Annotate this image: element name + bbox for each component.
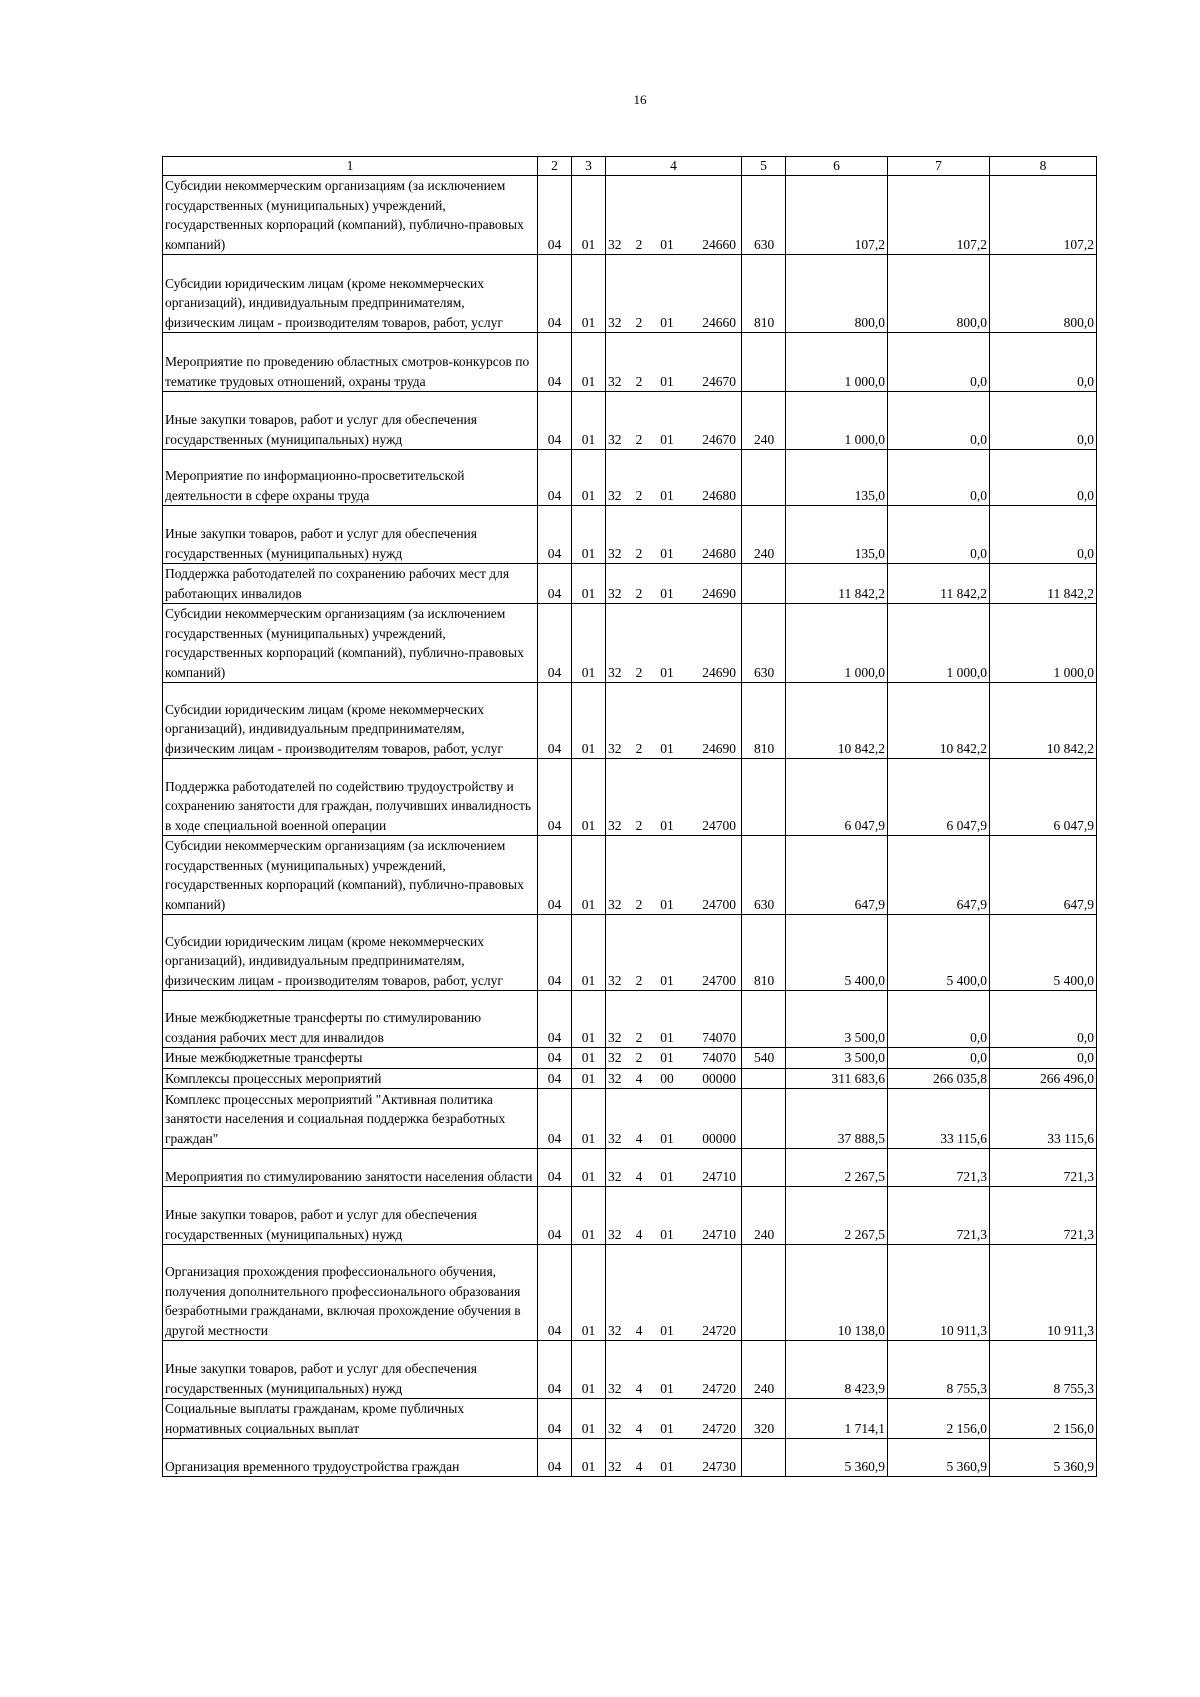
page-number: 16 bbox=[633, 92, 647, 107]
amount-col-7: 5 360,9 bbox=[888, 1439, 990, 1477]
amount-col-6: 107,2 bbox=[786, 176, 888, 255]
amount-col-7: 1 000,0 bbox=[888, 604, 990, 683]
table-row bbox=[163, 1068, 1097, 1089]
section-code: 01 bbox=[572, 683, 606, 759]
amount-col-6: 1 000,0 bbox=[786, 392, 888, 450]
amount-col-6: 8 423,9 bbox=[786, 1341, 888, 1399]
expense-type-code bbox=[742, 1439, 786, 1477]
amount-col-6: 135,0 bbox=[786, 450, 888, 506]
amount-col-7: 10 842,2 bbox=[888, 683, 990, 759]
expense-type-code bbox=[742, 1245, 786, 1341]
amount-col-7: 266 035,8 bbox=[888, 1068, 990, 1089]
expense-type-code: 240 bbox=[742, 506, 786, 564]
target-article-code bbox=[606, 1068, 742, 1089]
amount-col-6: 311 683,6 bbox=[786, 1068, 888, 1089]
row-name: Мероприятие по информационно-просветительской деятельности в сфере охраны труда bbox=[163, 450, 538, 506]
target-article-code bbox=[606, 1048, 742, 1069]
target-article-code bbox=[606, 683, 742, 759]
amount-col-8: 0,0 bbox=[990, 991, 1097, 1048]
row-name: Иные закупки товаров, работ и услуг для обеспечения государственных (муниципальных) нужд bbox=[163, 506, 538, 564]
section-code: 01 bbox=[572, 991, 606, 1048]
subprogram-code: 2 bbox=[635, 236, 643, 252]
section-code: 01 bbox=[572, 333, 606, 392]
subprogram-code: 4 bbox=[635, 1380, 643, 1396]
event-code: 01 bbox=[660, 1380, 674, 1396]
amount-col-7: 5 400,0 bbox=[888, 915, 990, 991]
amount-col-7: 0,0 bbox=[888, 450, 990, 506]
direction-code: 74070 bbox=[702, 1029, 736, 1045]
amount-col-7: 800,0 bbox=[888, 255, 990, 333]
table-row bbox=[163, 1048, 1097, 1069]
target-article-code bbox=[606, 1089, 742, 1149]
amount-col-7: 0,0 bbox=[888, 991, 990, 1048]
program-code: 32 bbox=[608, 1050, 622, 1065]
target-article-code bbox=[606, 1399, 742, 1439]
section-code: 01 bbox=[572, 1341, 606, 1399]
column-header: 4 bbox=[606, 157, 742, 176]
target-article-code bbox=[606, 506, 742, 564]
event-code: 01 bbox=[660, 431, 674, 447]
chapter-code: 04 bbox=[538, 836, 572, 915]
subprogram-code: 2 bbox=[635, 431, 643, 447]
program-code: 32 bbox=[608, 664, 622, 680]
table-row bbox=[163, 450, 1097, 506]
section-code: 01 bbox=[572, 176, 606, 255]
table-row bbox=[163, 1439, 1097, 1477]
table-row bbox=[163, 1149, 1097, 1187]
chapter-code: 04 bbox=[538, 1399, 572, 1439]
section-code: 01 bbox=[572, 1068, 606, 1089]
event-code: 01 bbox=[660, 740, 674, 756]
direction-code: 24690 bbox=[702, 740, 736, 756]
target-article-code bbox=[606, 176, 742, 255]
amount-col-8: 0,0 bbox=[990, 333, 1097, 392]
expense-type-code bbox=[742, 333, 786, 392]
direction-code: 24700 bbox=[702, 817, 736, 833]
chapter-code: 04 bbox=[538, 564, 572, 604]
section-code: 01 bbox=[572, 1245, 606, 1341]
chapter-code: 04 bbox=[538, 1341, 572, 1399]
program-code: 32 bbox=[608, 896, 622, 912]
direction-code: 24710 bbox=[702, 1168, 736, 1184]
row-name: Иные межбюджетные трансферты по стимулированию создания рабочих мест для инвалидов bbox=[163, 991, 538, 1048]
row-name: Субсидии некоммерческим организациям (за исключением государственных (муниципальных) учреждений, государственных корпораций (компаний), публично-правовых компаний) bbox=[163, 176, 538, 255]
amount-col-8: 721,3 bbox=[990, 1187, 1097, 1245]
amount-col-7: 721,3 bbox=[888, 1187, 990, 1245]
chapter-code: 04 bbox=[538, 604, 572, 683]
direction-code: 24690 bbox=[702, 585, 736, 601]
amount-col-8: 0,0 bbox=[990, 450, 1097, 506]
amount-col-8: 33 115,6 bbox=[990, 1089, 1097, 1149]
subprogram-code: 4 bbox=[635, 1168, 643, 1184]
table-row bbox=[163, 1187, 1097, 1245]
row-name: Субсидии некоммерческим организациям (за исключением государственных (муниципальных) учреждений, государственных корпораций (компаний), публично-правовых компаний) bbox=[163, 836, 538, 915]
column-header: 2 bbox=[538, 157, 572, 176]
chapter-code: 04 bbox=[538, 176, 572, 255]
row-name: Иные межбюджетные трансферты bbox=[163, 1048, 538, 1069]
subprogram-code: 4 bbox=[635, 1420, 643, 1436]
column-header: 1 bbox=[163, 157, 538, 176]
section-code: 01 bbox=[572, 604, 606, 683]
amount-col-6: 2 267,5 bbox=[786, 1187, 888, 1245]
section-code: 01 bbox=[572, 450, 606, 506]
amount-col-8: 647,9 bbox=[990, 836, 1097, 915]
table-row bbox=[163, 1399, 1097, 1439]
event-code: 01 bbox=[660, 1322, 674, 1338]
expense-type-code: 320 bbox=[742, 1399, 786, 1439]
amount-col-6: 5 360,9 bbox=[786, 1439, 888, 1477]
amount-col-6: 10 842,2 bbox=[786, 683, 888, 759]
subprogram-code: 2 bbox=[635, 740, 643, 756]
event-code: 01 bbox=[660, 236, 674, 252]
event-code: 01 bbox=[660, 1458, 674, 1474]
direction-code: 24690 bbox=[702, 664, 736, 680]
amount-col-8: 0,0 bbox=[990, 506, 1097, 564]
budget-table bbox=[162, 156, 1097, 1477]
amount-col-6: 11 842,2 bbox=[786, 564, 888, 604]
table-row bbox=[163, 836, 1097, 915]
amount-col-6: 37 888,5 bbox=[786, 1089, 888, 1149]
section-code: 01 bbox=[572, 255, 606, 333]
amount-col-7: 721,3 bbox=[888, 1149, 990, 1187]
amount-col-8: 107,2 bbox=[990, 176, 1097, 255]
section-code: 01 bbox=[572, 1439, 606, 1477]
table-row bbox=[163, 1341, 1097, 1399]
chapter-code: 04 bbox=[538, 392, 572, 450]
row-name: Субсидии некоммерческим организациям (за исключением государственных (муниципальных) учреждений, государственных корпораций (компаний), публично-правовых компаний) bbox=[163, 604, 538, 683]
table-row bbox=[163, 176, 1097, 255]
chapter-code: 04 bbox=[538, 1245, 572, 1341]
amount-col-8: 5 360,9 bbox=[990, 1439, 1097, 1477]
row-name: Организация прохождения профессионального обучения, получения дополнительного профессионального образования безработными гражданами, включая прохождение обучения в другой местности bbox=[163, 1245, 538, 1341]
section-code: 01 bbox=[572, 1399, 606, 1439]
amount-col-8: 2 156,0 bbox=[990, 1399, 1097, 1439]
section-code: 01 bbox=[572, 506, 606, 564]
subprogram-code: 2 bbox=[635, 487, 643, 503]
target-article-code bbox=[606, 333, 742, 392]
chapter-code: 04 bbox=[538, 506, 572, 564]
direction-code: 24730 bbox=[702, 1458, 736, 1474]
expense-type-code: 630 bbox=[742, 176, 786, 255]
direction-code: 74070 bbox=[702, 1050, 736, 1065]
direction-code: 24710 bbox=[702, 1226, 736, 1242]
target-article-code bbox=[606, 392, 742, 450]
direction-code: 24660 bbox=[702, 314, 736, 330]
amount-col-8: 6 047,9 bbox=[990, 759, 1097, 836]
row-name: Поддержка работодателей по содействию трудоустройству и сохранению занятости для граждан, получивших инвалидность в ходе специальной военной операции bbox=[163, 759, 538, 836]
direction-code: 24670 bbox=[702, 373, 736, 389]
direction-code: 24680 bbox=[702, 545, 736, 561]
amount-col-7: 0,0 bbox=[888, 392, 990, 450]
amount-col-6: 1 714,1 bbox=[786, 1399, 888, 1439]
column-header: 3 bbox=[572, 157, 606, 176]
amount-col-7: 6 047,9 bbox=[888, 759, 990, 836]
subprogram-code: 2 bbox=[635, 314, 643, 330]
event-code: 01 bbox=[660, 896, 674, 912]
program-code: 32 bbox=[608, 1130, 622, 1146]
table-row bbox=[163, 1089, 1097, 1149]
expense-type-code: 240 bbox=[742, 1187, 786, 1245]
table-row bbox=[163, 1245, 1097, 1341]
amount-col-6: 1 000,0 bbox=[786, 333, 888, 392]
subprogram-code: 2 bbox=[635, 817, 643, 833]
program-code: 32 bbox=[608, 740, 622, 756]
program-code: 32 bbox=[608, 1380, 622, 1396]
program-code: 32 bbox=[608, 487, 622, 503]
direction-code: 00000 bbox=[702, 1130, 736, 1146]
expense-type-code: 240 bbox=[742, 1341, 786, 1399]
table-row bbox=[163, 392, 1097, 450]
row-name: Мероприятие по проведению областных смотров-конкурсов по тематике трудовых отношений, охраны труда bbox=[163, 333, 538, 392]
amount-col-6: 10 138,0 bbox=[786, 1245, 888, 1341]
expense-type-code: 810 bbox=[742, 255, 786, 333]
event-code: 01 bbox=[660, 1130, 674, 1146]
amount-col-6: 135,0 bbox=[786, 506, 888, 564]
section-code: 01 bbox=[572, 836, 606, 915]
expense-type-code: 630 bbox=[742, 836, 786, 915]
event-code: 01 bbox=[660, 314, 674, 330]
amount-col-6: 3 500,0 bbox=[786, 991, 888, 1048]
direction-code: 24720 bbox=[702, 1322, 736, 1338]
subprogram-code: 2 bbox=[635, 1050, 643, 1065]
chapter-code: 04 bbox=[538, 255, 572, 333]
target-article-code bbox=[606, 450, 742, 506]
subprogram-code: 2 bbox=[635, 373, 643, 389]
chapter-code: 04 bbox=[538, 450, 572, 506]
event-code: 01 bbox=[660, 373, 674, 389]
target-article-code bbox=[606, 836, 742, 915]
section-code: 01 bbox=[572, 1187, 606, 1245]
section-code: 01 bbox=[572, 1149, 606, 1187]
event-code: 01 bbox=[660, 545, 674, 561]
amount-col-6: 2 267,5 bbox=[786, 1149, 888, 1187]
amount-col-8: 10 842,2 bbox=[990, 683, 1097, 759]
chapter-code: 04 bbox=[538, 1439, 572, 1477]
amount-col-7: 10 911,3 bbox=[888, 1245, 990, 1341]
direction-code: 24670 bbox=[702, 431, 736, 447]
direction-code: 24700 bbox=[702, 972, 736, 988]
direction-code: 24660 bbox=[702, 236, 736, 252]
amount-col-8: 1 000,0 bbox=[990, 604, 1097, 683]
subprogram-code: 4 bbox=[635, 1458, 643, 1474]
amount-col-7: 8 755,3 bbox=[888, 1341, 990, 1399]
expense-type-code: 630 bbox=[742, 604, 786, 683]
amount-col-8: 0,0 bbox=[990, 1048, 1097, 1069]
event-code: 01 bbox=[660, 817, 674, 833]
expense-type-code: 810 bbox=[742, 683, 786, 759]
amount-col-6: 5 400,0 bbox=[786, 915, 888, 991]
program-code: 32 bbox=[608, 1226, 622, 1242]
column-header: 8 bbox=[990, 157, 1097, 176]
chapter-code: 04 bbox=[538, 683, 572, 759]
row-name: Иные закупки товаров, работ и услуг для обеспечения государственных (муниципальных) нужд bbox=[163, 1341, 538, 1399]
program-code: 32 bbox=[608, 817, 622, 833]
row-name: Иные закупки товаров, работ и услуг для обеспечения государственных (муниципальных) нужд bbox=[163, 392, 538, 450]
target-article-code bbox=[606, 564, 742, 604]
target-article-code bbox=[606, 604, 742, 683]
header-row bbox=[163, 157, 1097, 176]
section-code: 01 bbox=[572, 915, 606, 991]
event-code: 01 bbox=[660, 1050, 674, 1065]
table-row bbox=[163, 506, 1097, 564]
target-article-code bbox=[606, 255, 742, 333]
program-code: 32 bbox=[608, 314, 622, 330]
event-code: 01 bbox=[660, 1168, 674, 1184]
chapter-code: 04 bbox=[538, 1149, 572, 1187]
program-code: 32 bbox=[608, 373, 622, 389]
table-row bbox=[163, 759, 1097, 836]
expense-type-code bbox=[742, 1089, 786, 1149]
expense-type-code: 540 bbox=[742, 1048, 786, 1069]
row-name: Мероприятия по стимулированию занятости населения области bbox=[163, 1149, 538, 1187]
target-article-code bbox=[606, 1187, 742, 1245]
event-code: 01 bbox=[660, 1029, 674, 1045]
target-article-code bbox=[606, 1439, 742, 1477]
program-code: 32 bbox=[608, 1070, 622, 1086]
amount-col-6: 3 500,0 bbox=[786, 1048, 888, 1069]
expense-type-code bbox=[742, 1068, 786, 1089]
table-row bbox=[163, 683, 1097, 759]
expense-type-code bbox=[742, 450, 786, 506]
subprogram-code: 4 bbox=[635, 1130, 643, 1146]
amount-col-6: 1 000,0 bbox=[786, 604, 888, 683]
chapter-code: 04 bbox=[538, 1187, 572, 1245]
column-header: 6 bbox=[786, 157, 888, 176]
amount-col-6: 6 047,9 bbox=[786, 759, 888, 836]
direction-code: 24700 bbox=[702, 896, 736, 912]
expense-type-code: 240 bbox=[742, 392, 786, 450]
amount-col-8: 11 842,2 bbox=[990, 564, 1097, 604]
event-code: 01 bbox=[660, 1226, 674, 1242]
program-code: 32 bbox=[608, 972, 622, 988]
amount-col-8: 800,0 bbox=[990, 255, 1097, 333]
subprogram-code: 2 bbox=[635, 972, 643, 988]
row-name: Комплекс процессных мероприятий "Активная политика занятости населения и социальная поддержка безработных граждан" bbox=[163, 1089, 538, 1149]
expense-type-code bbox=[742, 759, 786, 836]
subprogram-code: 2 bbox=[635, 585, 643, 601]
target-article-code bbox=[606, 1149, 742, 1187]
section-code: 01 bbox=[572, 1048, 606, 1069]
chapter-code: 04 bbox=[538, 1089, 572, 1149]
amount-col-8: 8 755,3 bbox=[990, 1341, 1097, 1399]
column-header: 5 bbox=[742, 157, 786, 176]
subprogram-code: 2 bbox=[635, 1029, 643, 1045]
section-code: 01 bbox=[572, 392, 606, 450]
program-code: 32 bbox=[608, 1322, 622, 1338]
amount-col-7: 0,0 bbox=[888, 506, 990, 564]
amount-col-8: 0,0 bbox=[990, 392, 1097, 450]
table-row bbox=[163, 915, 1097, 991]
chapter-code: 04 bbox=[538, 333, 572, 392]
direction-code: 24680 bbox=[702, 487, 736, 503]
section-code: 01 bbox=[572, 1089, 606, 1149]
event-code: 00 bbox=[660, 1070, 674, 1086]
amount-col-6: 647,9 bbox=[786, 836, 888, 915]
row-name: Субсидии юридическим лицам (кроме некоммерческих организаций), индивидуальным предпринимателям, физическим лицам - производителям товаров, работ, услуг bbox=[163, 255, 538, 333]
row-name: Поддержка работодателей по сохранению рабочих мест для работающих инвалидов bbox=[163, 564, 538, 604]
table-row bbox=[163, 991, 1097, 1048]
row-name: Иные закупки товаров, работ и услуг для обеспечения государственных (муниципальных) нужд bbox=[163, 1187, 538, 1245]
amount-col-7: 0,0 bbox=[888, 1048, 990, 1069]
target-article-code bbox=[606, 1341, 742, 1399]
amount-col-8: 5 400,0 bbox=[990, 915, 1097, 991]
program-code: 32 bbox=[608, 545, 622, 561]
target-article-code bbox=[606, 759, 742, 836]
amount-col-8: 266 496,0 bbox=[990, 1068, 1097, 1089]
target-article-code bbox=[606, 915, 742, 991]
column-header: 7 bbox=[888, 157, 990, 176]
subprogram-code: 4 bbox=[635, 1070, 643, 1086]
subprogram-code: 2 bbox=[635, 545, 643, 561]
table-row bbox=[163, 255, 1097, 333]
direction-code: 24720 bbox=[702, 1420, 736, 1436]
chapter-code: 04 bbox=[538, 759, 572, 836]
section-code: 01 bbox=[572, 564, 606, 604]
section-code: 01 bbox=[572, 759, 606, 836]
event-code: 01 bbox=[660, 664, 674, 680]
expense-type-code: 810 bbox=[742, 915, 786, 991]
program-code: 32 bbox=[608, 585, 622, 601]
amount-col-7: 11 842,2 bbox=[888, 564, 990, 604]
table-row bbox=[163, 564, 1097, 604]
row-name: Субсидии юридическим лицам (кроме некоммерческих организаций), индивидуальным предпринимателям, физическим лицам - производителям товаров, работ, услуг bbox=[163, 915, 538, 991]
event-code: 01 bbox=[660, 585, 674, 601]
target-article-code bbox=[606, 1245, 742, 1341]
row-name: Субсидии юридическим лицам (кроме некоммерческих организаций), индивидуальным предпринимателям, физическим лицам - производителям товаров, работ, услуг bbox=[163, 683, 538, 759]
target-article-code bbox=[606, 991, 742, 1048]
expense-type-code bbox=[742, 564, 786, 604]
event-code: 01 bbox=[660, 487, 674, 503]
event-code: 01 bbox=[660, 972, 674, 988]
amount-col-6: 800,0 bbox=[786, 255, 888, 333]
direction-code: 24720 bbox=[702, 1380, 736, 1396]
amount-col-7: 33 115,6 bbox=[888, 1089, 990, 1149]
subprogram-code: 2 bbox=[635, 896, 643, 912]
row-name: Комплексы процессных мероприятий bbox=[163, 1068, 538, 1089]
chapter-code: 04 bbox=[538, 1068, 572, 1089]
amount-col-8: 721,3 bbox=[990, 1149, 1097, 1187]
amount-col-7: 647,9 bbox=[888, 836, 990, 915]
chapter-code: 04 bbox=[538, 1048, 572, 1069]
chapter-code: 04 bbox=[538, 991, 572, 1048]
program-code: 32 bbox=[608, 236, 622, 252]
amount-col-8: 10 911,3 bbox=[990, 1245, 1097, 1341]
program-code: 32 bbox=[608, 431, 622, 447]
program-code: 32 bbox=[608, 1029, 622, 1045]
program-code: 32 bbox=[608, 1168, 622, 1184]
expense-type-code bbox=[742, 991, 786, 1048]
program-code: 32 bbox=[608, 1458, 622, 1474]
expense-type-code bbox=[742, 1149, 786, 1187]
table-row bbox=[163, 604, 1097, 683]
amount-col-7: 2 156,0 bbox=[888, 1399, 990, 1439]
row-name: Социальные выплаты гражданам, кроме публичных нормативных социальных выплат bbox=[163, 1399, 538, 1439]
program-code: 32 bbox=[608, 1420, 622, 1436]
chapter-code: 04 bbox=[538, 915, 572, 991]
subprogram-code: 2 bbox=[635, 664, 643, 680]
event-code: 01 bbox=[660, 1420, 674, 1436]
subprogram-code: 4 bbox=[635, 1226, 643, 1242]
amount-col-7: 107,2 bbox=[888, 176, 990, 255]
amount-col-7: 0,0 bbox=[888, 333, 990, 392]
row-name: Организация временного трудоустройства граждан bbox=[163, 1439, 538, 1477]
subprogram-code: 4 bbox=[635, 1322, 643, 1338]
direction-code: 00000 bbox=[702, 1070, 736, 1086]
table-row bbox=[163, 333, 1097, 392]
